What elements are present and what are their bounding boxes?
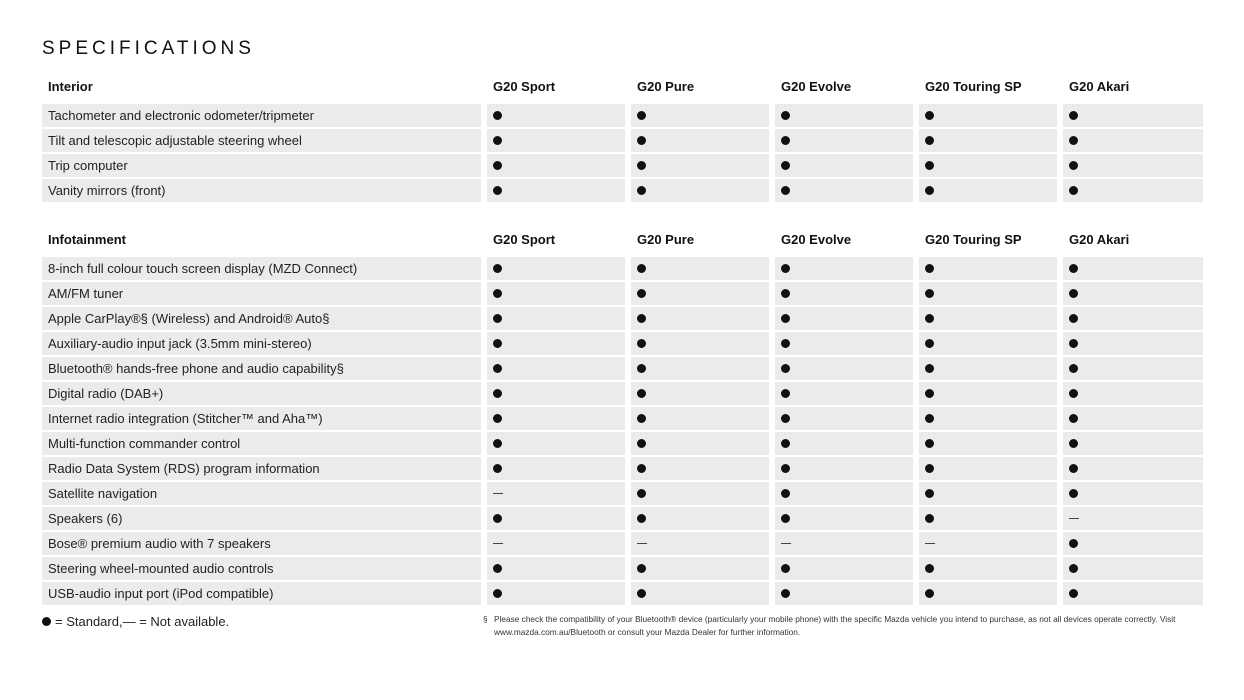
standard-dot-icon bbox=[781, 314, 790, 323]
model-header-g20-evolve: G20 Evolve bbox=[781, 231, 852, 247]
availability-cell bbox=[631, 382, 769, 405]
legend bbox=[42, 614, 229, 629]
availability-cell bbox=[487, 154, 625, 177]
availability-cell bbox=[919, 332, 1057, 355]
standard-dot-icon bbox=[637, 111, 646, 120]
standard-dot-icon bbox=[925, 564, 934, 573]
section-header bbox=[42, 225, 1203, 253]
availability-cell bbox=[487, 307, 625, 330]
availability-cell bbox=[631, 507, 769, 530]
standard-dot-icon bbox=[1069, 489, 1078, 498]
availability-cell bbox=[919, 557, 1057, 580]
table-row bbox=[42, 179, 1203, 202]
table-row bbox=[42, 154, 1203, 177]
availability-cell bbox=[919, 457, 1057, 480]
standard-dot-icon bbox=[925, 339, 934, 348]
standard-dot-icon bbox=[1069, 464, 1078, 473]
feature-label: Radio Data System (RDS) program information bbox=[42, 457, 481, 480]
availability-cell bbox=[487, 557, 625, 580]
footnote-text: Please check the compatibility of your Bluetooth® device (particularly your mobile phone) with the specific Mazda vehicle you intend to purchase, as not all devices operate correctly. Visit www.mazda.com.au/Bluetooth or consult your Mazda Dealer for further information. bbox=[494, 614, 1176, 637]
availability-cell bbox=[487, 257, 625, 280]
feature-label: USB-audio input port (iPod compatible) bbox=[42, 582, 481, 605]
availability-cell bbox=[919, 382, 1057, 405]
availability-cell bbox=[1063, 407, 1203, 430]
standard-dot-icon bbox=[781, 136, 790, 145]
standard-dot-icon bbox=[42, 617, 51, 626]
standard-dot-icon bbox=[493, 111, 502, 120]
standard-dot-icon bbox=[493, 589, 502, 598]
table-row bbox=[42, 129, 1203, 152]
availability-cell bbox=[1063, 307, 1203, 330]
availability-cell bbox=[919, 532, 1057, 555]
table-row bbox=[42, 532, 1203, 555]
availability-cell bbox=[775, 357, 913, 380]
standard-dot-icon bbox=[781, 289, 790, 298]
availability-cell bbox=[775, 154, 913, 177]
availability-cell bbox=[631, 282, 769, 305]
standard-dot-icon bbox=[925, 264, 934, 273]
table-row bbox=[42, 407, 1203, 430]
section-header bbox=[42, 72, 1203, 100]
table-row bbox=[42, 582, 1203, 605]
standard-dot-icon bbox=[637, 136, 646, 145]
standard-dot-icon bbox=[493, 136, 502, 145]
standard-dot-icon bbox=[1069, 539, 1078, 548]
standard-dot-icon bbox=[1069, 289, 1078, 298]
footnote-mark: § bbox=[483, 614, 488, 624]
interior-section bbox=[42, 72, 1203, 204]
section-title: Interior bbox=[48, 78, 93, 94]
availability-cell bbox=[919, 482, 1057, 505]
availability-cell bbox=[487, 457, 625, 480]
standard-dot-icon bbox=[637, 489, 646, 498]
availability-cell bbox=[919, 307, 1057, 330]
availability-cell bbox=[919, 104, 1057, 127]
availability-cell bbox=[919, 507, 1057, 530]
availability-cell bbox=[1063, 357, 1203, 380]
availability-cell bbox=[631, 332, 769, 355]
availability-cell bbox=[1063, 532, 1203, 555]
availability-cell bbox=[919, 432, 1057, 455]
availability-cell bbox=[487, 382, 625, 405]
table-row bbox=[42, 507, 1203, 530]
standard-dot-icon bbox=[637, 289, 646, 298]
standard-dot-icon bbox=[637, 161, 646, 170]
availability-cell bbox=[775, 532, 913, 555]
standard-dot-icon bbox=[1069, 564, 1078, 573]
standard-dot-icon bbox=[1069, 111, 1078, 120]
availability-cell bbox=[1063, 129, 1203, 152]
feature-label: Apple CarPlay®§ (Wireless) and Android® Auto§ bbox=[42, 307, 481, 330]
availability-cell bbox=[487, 432, 625, 455]
availability-cell bbox=[919, 582, 1057, 605]
model-header-g20-akari: G20 Akari bbox=[1069, 231, 1130, 247]
model-header-g20-sport: G20 Sport bbox=[493, 231, 556, 247]
standard-dot-icon bbox=[637, 514, 646, 523]
standard-dot-icon bbox=[925, 464, 934, 473]
standard-dot-icon bbox=[925, 439, 934, 448]
standard-dot-icon bbox=[493, 514, 502, 523]
availability-cell bbox=[775, 104, 913, 127]
availability-cell bbox=[631, 104, 769, 127]
standard-dot-icon bbox=[1069, 136, 1078, 145]
feature-label: Trip computer bbox=[42, 154, 481, 177]
availability-cell bbox=[631, 457, 769, 480]
availability-cell bbox=[1063, 457, 1203, 480]
standard-dot-icon bbox=[925, 389, 934, 398]
availability-cell bbox=[631, 482, 769, 505]
availability-cell bbox=[919, 129, 1057, 152]
availability-cell bbox=[775, 382, 913, 405]
availability-cell bbox=[775, 457, 913, 480]
availability-cell bbox=[487, 507, 625, 530]
availability-cell bbox=[631, 129, 769, 152]
standard-dot-icon bbox=[637, 264, 646, 273]
standard-dot-icon bbox=[493, 264, 502, 273]
availability-cell bbox=[775, 332, 913, 355]
standard-dot-icon bbox=[781, 339, 790, 348]
availability-cell bbox=[775, 129, 913, 152]
standard-dot-icon bbox=[1069, 339, 1078, 348]
availability-cell bbox=[487, 582, 625, 605]
not-available-dash-icon bbox=[637, 543, 647, 544]
feature-label: AM/FM tuner bbox=[42, 282, 481, 305]
standard-dot-icon bbox=[781, 111, 790, 120]
availability-cell bbox=[487, 104, 625, 127]
availability-cell bbox=[919, 357, 1057, 380]
availability-cell bbox=[1063, 432, 1203, 455]
standard-dot-icon bbox=[925, 414, 934, 423]
feature-label: Steering wheel-mounted audio controls bbox=[42, 557, 481, 580]
availability-cell bbox=[919, 179, 1057, 202]
availability-cell bbox=[775, 407, 913, 430]
availability-cell bbox=[775, 282, 913, 305]
availability-cell bbox=[487, 407, 625, 430]
standard-dot-icon bbox=[781, 186, 790, 195]
availability-cell bbox=[1063, 557, 1203, 580]
availability-cell bbox=[1063, 582, 1203, 605]
availability-cell bbox=[775, 307, 913, 330]
standard-dot-icon bbox=[637, 589, 646, 598]
availability-cell bbox=[631, 407, 769, 430]
availability-cell bbox=[631, 532, 769, 555]
model-header-g20-sport: G20 Sport bbox=[493, 78, 556, 94]
availability-cell bbox=[1063, 104, 1203, 127]
availability-cell bbox=[1063, 507, 1203, 530]
standard-dot-icon bbox=[781, 589, 790, 598]
page-title: SPECIFICATIONS bbox=[42, 38, 255, 59]
standard-dot-icon bbox=[1069, 364, 1078, 373]
standard-dot-icon bbox=[637, 186, 646, 195]
section-title: Infotainment bbox=[48, 231, 126, 247]
availability-cell bbox=[1063, 332, 1203, 355]
standard-dot-icon bbox=[1069, 439, 1078, 448]
standard-dot-icon bbox=[1069, 264, 1078, 273]
standard-dot-icon bbox=[925, 314, 934, 323]
standard-dot-icon bbox=[925, 589, 934, 598]
not-available-dash-icon bbox=[1069, 518, 1079, 519]
standard-dot-icon bbox=[637, 389, 646, 398]
availability-cell bbox=[919, 257, 1057, 280]
availability-cell bbox=[487, 532, 625, 555]
standard-dot-icon bbox=[637, 464, 646, 473]
availability-cell bbox=[631, 154, 769, 177]
standard-dot-icon bbox=[781, 389, 790, 398]
standard-dot-icon bbox=[493, 364, 502, 373]
availability-cell bbox=[775, 482, 913, 505]
feature-label: Bluetooth® hands-free phone and audio capability§ bbox=[42, 357, 481, 380]
table-row bbox=[42, 257, 1203, 280]
availability-cell bbox=[1063, 154, 1203, 177]
standard-dot-icon bbox=[1069, 314, 1078, 323]
table-row bbox=[42, 382, 1203, 405]
feature-label: Auxiliary-audio input jack (3.5mm mini-stereo) bbox=[42, 332, 481, 355]
standard-dot-icon bbox=[1069, 589, 1078, 598]
not-available-dash-icon bbox=[925, 543, 935, 544]
availability-cell bbox=[919, 282, 1057, 305]
standard-dot-icon bbox=[637, 364, 646, 373]
standard-dot-icon bbox=[493, 314, 502, 323]
standard-dot-icon bbox=[925, 186, 934, 195]
availability-cell bbox=[775, 507, 913, 530]
model-header-g20-pure: G20 Pure bbox=[637, 231, 695, 247]
standard-dot-icon bbox=[781, 414, 790, 423]
model-header-g20-evolve: G20 Evolve bbox=[781, 78, 852, 94]
standard-dot-icon bbox=[637, 414, 646, 423]
feature-label: Tilt and telescopic adjustable steering wheel bbox=[42, 129, 481, 152]
model-header-g20-akari: G20 Akari bbox=[1069, 78, 1130, 94]
availability-cell bbox=[919, 154, 1057, 177]
model-header-g20-touring-sp: G20 Touring SP bbox=[925, 231, 1022, 247]
not-available-dash-icon bbox=[493, 543, 503, 544]
table-row bbox=[42, 557, 1203, 580]
table-row bbox=[42, 432, 1203, 455]
legend-text: = Standard,— = Not available. bbox=[55, 614, 230, 629]
standard-dot-icon bbox=[1069, 186, 1078, 195]
availability-cell bbox=[631, 557, 769, 580]
standard-dot-icon bbox=[1069, 161, 1078, 170]
feature-label: Vanity mirrors (front) bbox=[42, 179, 481, 202]
feature-label: Bose® premium audio with 7 speakers bbox=[42, 532, 481, 555]
availability-cell bbox=[1063, 382, 1203, 405]
availability-cell bbox=[775, 557, 913, 580]
standard-dot-icon bbox=[925, 161, 934, 170]
table-row bbox=[42, 457, 1203, 480]
standard-dot-icon bbox=[781, 364, 790, 373]
availability-cell bbox=[487, 332, 625, 355]
availability-cell bbox=[1063, 482, 1203, 505]
standard-dot-icon bbox=[781, 514, 790, 523]
standard-dot-icon bbox=[1069, 389, 1078, 398]
availability-cell bbox=[631, 179, 769, 202]
table-row bbox=[42, 307, 1203, 330]
table-row bbox=[42, 282, 1203, 305]
availability-cell bbox=[487, 129, 625, 152]
standard-dot-icon bbox=[493, 289, 502, 298]
availability-cell bbox=[487, 179, 625, 202]
availability-cell bbox=[775, 432, 913, 455]
standard-dot-icon bbox=[925, 136, 934, 145]
standard-dot-icon bbox=[493, 439, 502, 448]
standard-dot-icon bbox=[781, 489, 790, 498]
not-available-dash-icon bbox=[493, 493, 503, 494]
table-row bbox=[42, 104, 1203, 127]
standard-dot-icon bbox=[781, 564, 790, 573]
standard-dot-icon bbox=[925, 364, 934, 373]
standard-dot-icon bbox=[781, 464, 790, 473]
availability-cell bbox=[919, 407, 1057, 430]
feature-label: Multi-function commander control bbox=[42, 432, 481, 455]
availability-cell bbox=[631, 307, 769, 330]
standard-dot-icon bbox=[637, 314, 646, 323]
standard-dot-icon bbox=[781, 161, 790, 170]
availability-cell bbox=[775, 179, 913, 202]
availability-cell bbox=[487, 482, 625, 505]
standard-dot-icon bbox=[493, 339, 502, 348]
feature-label: Digital radio (DAB+) bbox=[42, 382, 481, 405]
feature-label: Satellite navigation bbox=[42, 482, 481, 505]
availability-cell bbox=[487, 357, 625, 380]
standard-dot-icon bbox=[925, 489, 934, 498]
standard-dot-icon bbox=[925, 289, 934, 298]
feature-label: Internet radio integration (Stitcher™ and Aha™) bbox=[42, 407, 481, 430]
table-row bbox=[42, 482, 1203, 505]
standard-dot-icon bbox=[637, 564, 646, 573]
standard-dot-icon bbox=[493, 161, 502, 170]
standard-dot-icon bbox=[925, 514, 934, 523]
availability-cell bbox=[1063, 282, 1203, 305]
availability-cell bbox=[631, 257, 769, 280]
standard-dot-icon bbox=[493, 414, 502, 423]
standard-dot-icon bbox=[637, 339, 646, 348]
availability-cell bbox=[631, 432, 769, 455]
standard-dot-icon bbox=[925, 111, 934, 120]
availability-cell bbox=[631, 357, 769, 380]
model-header-g20-touring-sp: G20 Touring SP bbox=[925, 78, 1022, 94]
standard-dot-icon bbox=[781, 439, 790, 448]
availability-cell bbox=[775, 257, 913, 280]
feature-label: Speakers (6) bbox=[42, 507, 481, 530]
standard-dot-icon bbox=[493, 564, 502, 573]
table-row bbox=[42, 332, 1203, 355]
availability-cell bbox=[1063, 179, 1203, 202]
standard-dot-icon bbox=[637, 439, 646, 448]
availability-cell bbox=[775, 582, 913, 605]
availability-cell bbox=[487, 282, 625, 305]
standard-dot-icon bbox=[493, 186, 502, 195]
not-available-dash-icon bbox=[781, 543, 791, 544]
standard-dot-icon bbox=[781, 264, 790, 273]
feature-label: Tachometer and electronic odometer/tripmeter bbox=[42, 104, 481, 127]
infotainment-section bbox=[42, 225, 1203, 607]
availability-cell bbox=[1063, 257, 1203, 280]
standard-dot-icon bbox=[493, 389, 502, 398]
standard-dot-icon bbox=[493, 464, 502, 473]
feature-label: 8-inch full colour touch screen display (MZD Connect) bbox=[42, 257, 481, 280]
table-row bbox=[42, 357, 1203, 380]
footnote bbox=[483, 613, 1203, 638]
availability-cell bbox=[631, 582, 769, 605]
model-header-g20-pure: G20 Pure bbox=[637, 78, 695, 94]
standard-dot-icon bbox=[1069, 414, 1078, 423]
